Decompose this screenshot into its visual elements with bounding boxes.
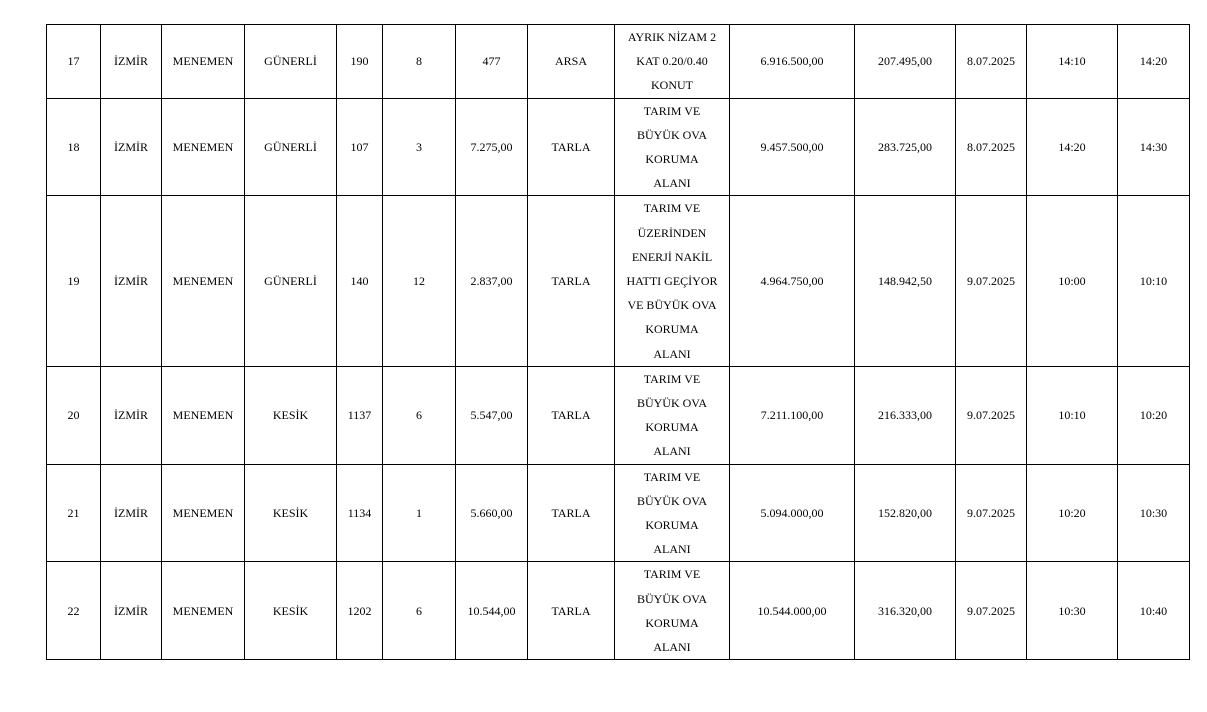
zoning-cell	[615, 98, 730, 196]
date-cell: 8.07.2025	[956, 98, 1027, 196]
province-cell: İZMİR	[101, 464, 162, 562]
date-cell: 9.07.2025	[956, 366, 1027, 464]
deposit-cell: 207.495,00	[855, 25, 956, 99]
zoning-line: ALANI	[653, 444, 691, 459]
zoning-cell	[615, 464, 730, 562]
end-time-cell: 10:10	[1118, 196, 1190, 366]
block-cell: 190	[337, 25, 383, 99]
district-cell: MENEMEN	[162, 562, 245, 660]
table-row	[47, 25, 1190, 99]
zoning-line: BÜYÜK OVA	[636, 396, 708, 411]
start-time-cell: 10:20	[1027, 464, 1118, 562]
row-number-cell: 18	[47, 98, 101, 196]
type-cell: TARLA	[528, 98, 615, 196]
date-cell: 9.07.2025	[956, 196, 1027, 366]
zoning-line: TARIM VE	[643, 469, 701, 484]
area-cell: 477	[456, 25, 528, 99]
district-cell: MENEMEN	[162, 98, 245, 196]
deposit-cell: 283.725,00	[855, 98, 956, 196]
price-cell: 7.211.100,00	[730, 366, 855, 464]
area-cell: 5.660,00	[456, 464, 528, 562]
zoning-line: TARIM VE	[643, 371, 701, 386]
start-time-cell: 10:00	[1027, 196, 1118, 366]
parcel-cell: 8	[383, 25, 456, 99]
area-cell: 5.547,00	[456, 366, 528, 464]
table-row	[47, 562, 1190, 660]
table-row	[47, 196, 1190, 366]
zoning-line: TARIM VE	[643, 567, 701, 582]
district-cell: MENEMEN	[162, 25, 245, 99]
deposit-cell: 216.333,00	[855, 366, 956, 464]
table-row	[47, 98, 1190, 196]
zoning-line: ENERJİ NAKİL	[631, 249, 713, 264]
zoning-line: TARIM VE	[643, 201, 701, 216]
neighborhood-cell: KESİK	[245, 562, 337, 660]
parcel-cell: 6	[383, 366, 456, 464]
province-cell: İZMİR	[101, 196, 162, 366]
zoning-cell	[615, 366, 730, 464]
zoning-cell	[615, 196, 730, 366]
zoning-line: KORUMA	[645, 518, 699, 533]
start-time-cell: 10:30	[1027, 562, 1118, 660]
zoning-line: ÜZERİNDEN	[637, 225, 707, 240]
type-cell: TARLA	[528, 562, 615, 660]
price-cell: 4.964.750,00	[730, 196, 855, 366]
area-cell: 10.544,00	[456, 562, 528, 660]
zoning-line: KORUMA	[645, 420, 699, 435]
district-cell: MENEMEN	[162, 196, 245, 366]
deposit-cell: 316.320,00	[855, 562, 956, 660]
neighborhood-cell: GÜNERLİ	[245, 196, 337, 366]
zoning-line: TARIM VE	[643, 103, 701, 118]
neighborhood-cell: GÜNERLİ	[245, 25, 337, 99]
zoning-line: ALANI	[653, 346, 691, 361]
row-number-cell: 20	[47, 366, 101, 464]
deposit-cell: 152.820,00	[855, 464, 956, 562]
zoning-line: HATTI GEÇİYOR	[626, 274, 718, 289]
zoning-line: ALANI	[653, 640, 691, 655]
start-time-cell: 14:20	[1027, 98, 1118, 196]
table-row	[47, 464, 1190, 562]
block-cell: 140	[337, 196, 383, 366]
zoning-line: KORUMA	[645, 152, 699, 167]
type-cell: TARLA	[528, 464, 615, 562]
price-cell: 9.457.500,00	[730, 98, 855, 196]
end-time-cell: 14:20	[1118, 25, 1190, 99]
type-cell: ARSA	[528, 25, 615, 99]
date-cell: 9.07.2025	[956, 562, 1027, 660]
price-cell: 6.916.500,00	[730, 25, 855, 99]
block-cell: 107	[337, 98, 383, 196]
end-time-cell: 10:40	[1118, 562, 1190, 660]
zoning-line: KORUMA	[645, 322, 699, 337]
end-time-cell: 14:30	[1118, 98, 1190, 196]
start-time-cell: 10:10	[1027, 366, 1118, 464]
row-number-cell: 21	[47, 464, 101, 562]
area-cell: 7.275,00	[456, 98, 528, 196]
province-cell: İZMİR	[101, 25, 162, 99]
zoning-line: AYRIK NİZAM 2	[627, 30, 717, 44]
row-number-cell: 19	[47, 196, 101, 366]
end-time-cell: 10:20	[1118, 366, 1190, 464]
parcel-cell: 1	[383, 464, 456, 562]
district-cell: MENEMEN	[162, 366, 245, 464]
end-time-cell: 10:30	[1118, 464, 1190, 562]
zoning-cell	[615, 25, 730, 99]
neighborhood-cell: GÜNERLİ	[245, 98, 337, 196]
date-cell: 8.07.2025	[956, 25, 1027, 99]
table-row	[47, 366, 1190, 464]
row-number-cell: 17	[47, 25, 101, 99]
deposit-cell: 148.942,50	[855, 196, 956, 366]
date-cell: 9.07.2025	[956, 464, 1027, 562]
zoning-line: BÜYÜK OVA	[636, 127, 708, 142]
block-cell: 1202	[337, 562, 383, 660]
province-cell: İZMİR	[101, 98, 162, 196]
row-number-cell: 22	[47, 562, 101, 660]
zoning-cell	[615, 562, 730, 660]
type-cell: TARLA	[528, 196, 615, 366]
zoning-line: KONUT	[651, 78, 693, 93]
neighborhood-cell: KESİK	[245, 464, 337, 562]
type-cell: TARLA	[528, 366, 615, 464]
zoning-line: VE BÜYÜK OVA	[627, 298, 717, 313]
parcel-cell: 3	[383, 98, 456, 196]
zoning-line: ALANI	[653, 542, 691, 557]
zoning-line: KORUMA	[645, 615, 699, 630]
price-cell: 10.544.000,00	[730, 562, 855, 660]
zoning-line: KAT 0.20/0.40	[636, 54, 708, 69]
zoning-line: BÜYÜK OVA	[636, 591, 708, 606]
table-body	[47, 25, 1190, 660]
price-cell: 5.094.000,00	[730, 464, 855, 562]
province-cell: İZMİR	[101, 562, 162, 660]
block-cell: 1134	[337, 464, 383, 562]
start-time-cell: 14:10	[1027, 25, 1118, 99]
neighborhood-cell: KESİK	[245, 366, 337, 464]
province-cell: İZMİR	[101, 366, 162, 464]
parcel-cell: 12	[383, 196, 456, 366]
zoning-line: BÜYÜK OVA	[636, 493, 708, 508]
block-cell: 1137	[337, 366, 383, 464]
area-cell: 2.837,00	[456, 196, 528, 366]
auction-table	[46, 24, 1190, 660]
parcel-cell: 6	[383, 562, 456, 660]
district-cell: MENEMEN	[162, 464, 245, 562]
zoning-line: ALANI	[653, 176, 691, 191]
